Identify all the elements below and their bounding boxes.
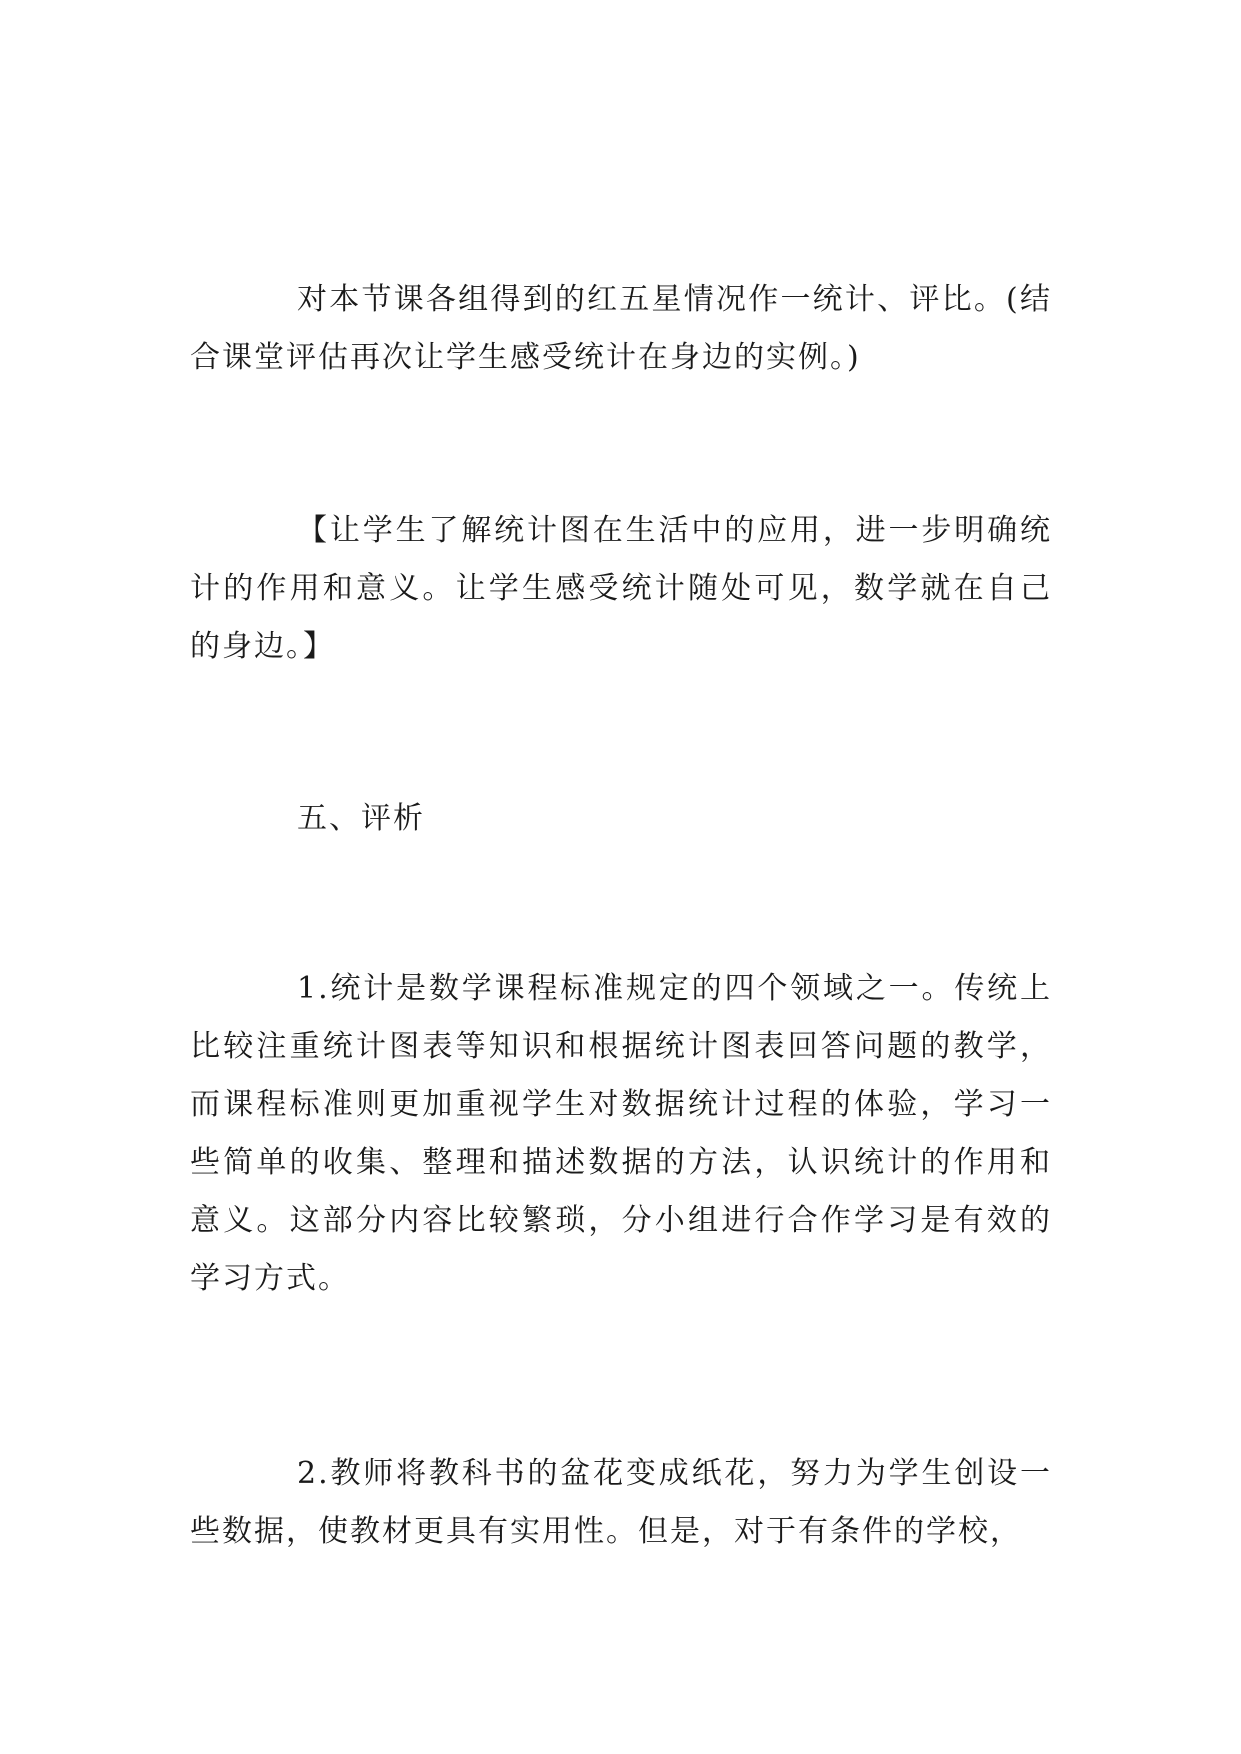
paragraph-analysis-point-1: 1.统计是数学课程标准规定的四个领域之一。传统上比较注重统计图表等知识和根据统计图表回答问题的教学，而课程标准则更加重视学生对数据统计过程的体验，学习一些简单的收集、整理和描述数据的方法，认识统计的作用和意义。这部分内容比较繁琐，分小组进行合作学习是有效的学习方式。 bbox=[190, 971, 1052, 1296]
paragraph-statistics-application-note: 【让学生了解统计图在生活中的应用，进一步明确统计的作用和意义。让学生感受统计随处可见，数学就在自己的身边。】 bbox=[190, 513, 1052, 664]
section-heading-analysis: 五、评析 bbox=[297, 801, 425, 836]
paragraph-analysis-point-2: 2.教师将教科书的盆花变成纸花，努力为学生创设一些数据，使教材更具有实用性。但是，对于有条件的学校， bbox=[190, 1456, 1052, 1549]
paragraph-star-statistics: 对本节课各组得到的红五星情况作一统计、评比。(结合课堂评估再次让学生感受统计在身边的实例。) bbox=[190, 282, 1052, 375]
